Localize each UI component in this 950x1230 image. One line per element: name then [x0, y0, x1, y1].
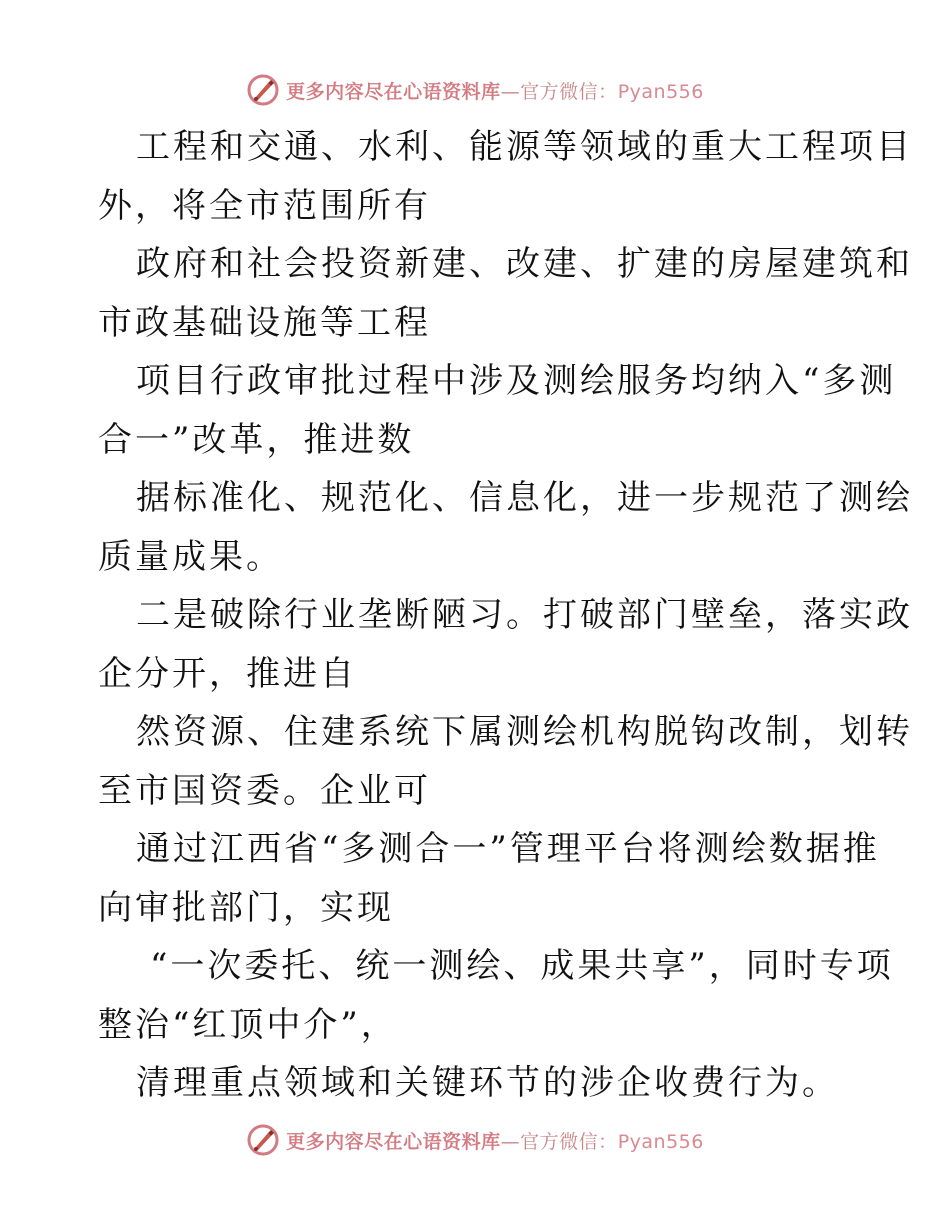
text-line: 合一”改革，推进数 [98, 419, 415, 460]
watermark-handle: Pyan556 [617, 80, 704, 103]
text-line: 然资源、住建系统下属测绘机构脱钩改制，划转 [136, 712, 913, 752]
body-text [98, 118, 913, 1113]
text-line: 市政基础设施等工程 [98, 302, 431, 343]
text-line: 二是破除行业垄断陋习。打破部门壁垒，落实政 [136, 595, 913, 635]
watermark-separator: —官方微信： [500, 1130, 618, 1153]
text-line: 清理重点领域和关键环节的涉企收费行为。 [136, 1063, 839, 1103]
watermark-main-text: 更多内容尽在心语资料库 [286, 80, 501, 103]
text-line: 企分开，推进自 [98, 653, 357, 694]
pen-circle-logo-icon [246, 73, 280, 107]
text-line: 至市国资委。企业可 [98, 770, 431, 811]
watermark-handle: Pyan556 [617, 1130, 704, 1153]
pen-circle-logo-icon [246, 1123, 280, 1157]
text-line: 整治“红顶中介”， [98, 1004, 398, 1045]
text-line: 政府和社会投资新建、改建、扩建的房屋建筑和 [136, 244, 913, 284]
text-line: 质量成果。 [98, 536, 283, 577]
text-line: 通过江西省“多测合一”管理平台将测绘数据推 [136, 829, 880, 869]
header-watermark [0, 70, 950, 110]
watermark-main-text: 更多内容尽在心语资料库 [286, 1130, 501, 1153]
footer-watermark [0, 1120, 950, 1160]
text-line: 工程和交通、水利、能源等领域的重大工程项目 [136, 127, 913, 167]
text-line: “一次委托、统一测绘、成果共享”，同时专项 [150, 946, 894, 986]
watermark-text [286, 1127, 704, 1154]
watermark-separator: —官方微信： [500, 80, 618, 103]
watermark-text [286, 77, 704, 104]
text-line: 向审批部门，实现 [98, 887, 394, 928]
text-line: 据标准化、规范化、信息化，进一步规范了测绘 [136, 478, 913, 518]
text-line: 项目行政审批过程中涉及测绘服务均纳入“多测 [136, 361, 897, 401]
text-line: 外，将全市范围所有 [98, 185, 431, 226]
